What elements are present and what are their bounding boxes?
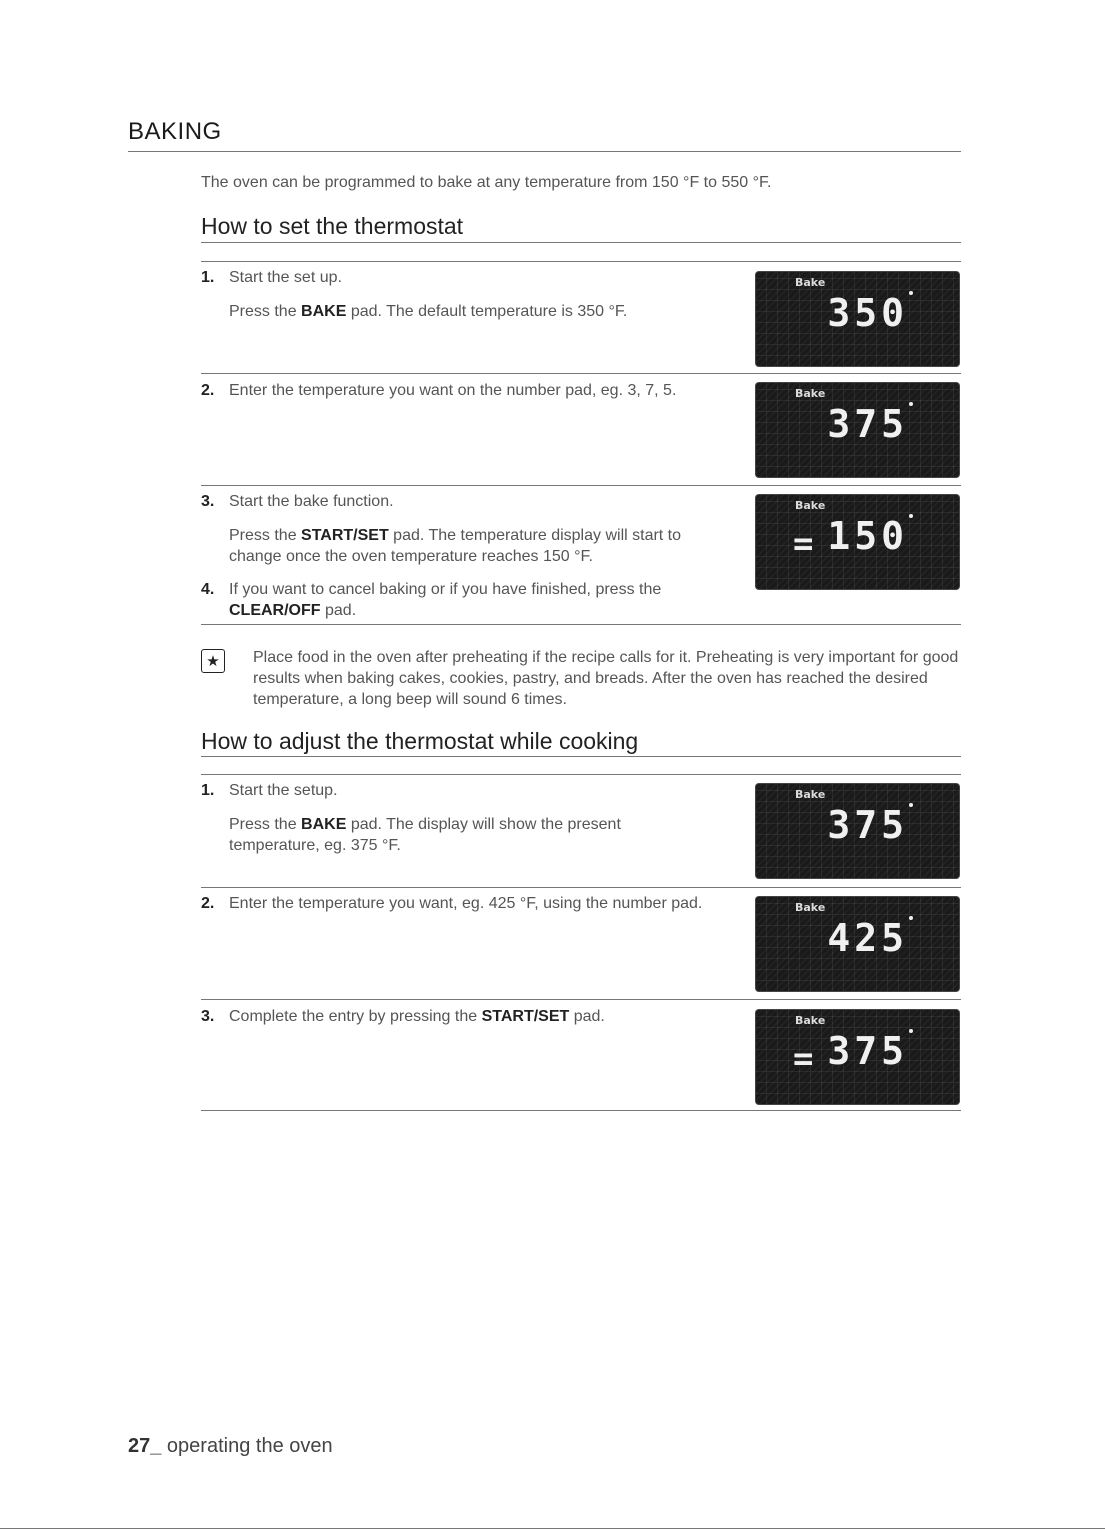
bake-label: Bake <box>795 499 826 512</box>
heading-divider <box>201 242 961 243</box>
step-subtext: Press the BAKE pad. The display will show the present temperature, eg. 375 °F. <box>229 816 621 854</box>
table-bottom-divider <box>201 624 961 625</box>
step-2 <box>201 893 731 914</box>
heading-adjust-thermostat: How to adjust the thermostat while cooking <box>201 728 639 754</box>
note <box>201 647 961 710</box>
step-number: 3. <box>201 1008 215 1025</box>
oven-display <box>755 494 960 590</box>
oven-display <box>755 1009 960 1105</box>
degree-dot <box>909 916 913 920</box>
bake-label: Bake <box>795 1014 826 1027</box>
bake-label: Bake <box>795 276 826 289</box>
footer-text: operating the oven <box>161 1435 333 1457</box>
step-4 <box>201 579 731 621</box>
step-text: Complete the entry by pressing the START/SET pad. <box>229 1008 605 1025</box>
step-text: Enter the temperature you want on the number pad, eg. 3, 7, 5. <box>229 382 677 399</box>
temperature-readout: 425 <box>827 916 908 960</box>
note-text: Place food in the oven after preheating if the recipe calls for it. Preheating is very important for good results when baking cakes, cookies, pastry, and breads. After the oven has reached the desired temperature, a long beep will sound 6 times. <box>253 649 959 708</box>
step-3 <box>201 1006 731 1027</box>
degree-dot <box>909 402 913 406</box>
step-3 <box>201 491 731 567</box>
degree-dot <box>909 514 913 518</box>
temperature-readout: 350 <box>827 291 908 335</box>
bake-label: Bake <box>795 901 826 914</box>
heading-set-thermostat: How to set the thermostat <box>201 213 464 239</box>
degree-dot <box>909 1029 913 1033</box>
table-divider <box>201 774 961 775</box>
row-divider <box>201 373 961 374</box>
step-number: 2. <box>201 895 215 912</box>
degree-dot <box>909 803 913 807</box>
row-divider <box>201 887 961 888</box>
bake-label: Bake <box>795 387 826 400</box>
step-text: Start the bake function. <box>229 493 394 510</box>
oven-display <box>755 783 960 879</box>
step-text: Start the setup. <box>229 782 338 799</box>
temperature-readout: 375 <box>827 803 908 847</box>
step-text: Enter the temperature you want, eg. 425 °F, using the number pad. <box>229 895 703 912</box>
step-number: 1. <box>201 782 215 799</box>
bottom-divider <box>0 1528 1105 1529</box>
preheat-indicator: = <box>793 1039 814 1079</box>
star-note-icon: ★ <box>201 649 225 673</box>
title-divider <box>128 151 961 152</box>
row-divider <box>201 999 961 1000</box>
step-subtext: Press the START/SET pad. The temperature display will start to change once the oven temperature reaches 150 °F. <box>229 527 682 565</box>
heading-divider <box>201 756 961 757</box>
degree-dot <box>909 291 913 295</box>
step-number: 2. <box>201 382 215 399</box>
step-2 <box>201 380 731 401</box>
oven-display <box>755 382 960 478</box>
oven-display <box>755 271 960 367</box>
step-number: 1. <box>201 269 215 286</box>
step-number: 3. <box>201 493 215 510</box>
temperature-readout: 375 <box>827 402 908 446</box>
page-footer <box>128 1435 333 1458</box>
step-subtext: Press the BAKE pad. The default temperature is 350 °F. <box>229 303 628 320</box>
step-text: If you want to cancel baking or if you have finished, press the CLEAR/OFF pad. <box>229 581 662 619</box>
temperature-readout: 150 <box>827 514 908 558</box>
oven-display <box>755 896 960 992</box>
step-number: 4. <box>201 581 215 598</box>
table-bottom-divider <box>201 1110 961 1111</box>
step-1 <box>201 780 731 856</box>
preheat-indicator: = <box>793 524 814 564</box>
row-divider <box>201 485 961 486</box>
step-text: Start the set up. <box>229 269 342 286</box>
step-1 <box>201 267 731 322</box>
intro-text: The oven can be programmed to bake at any temperature from 150 °F to 550 °F. <box>201 174 772 191</box>
section-title: BAKING <box>128 118 222 145</box>
table-divider <box>201 261 961 262</box>
bake-label: Bake <box>795 788 826 801</box>
temperature-readout: 375 <box>827 1029 908 1073</box>
page-number: 27_ <box>128 1435 162 1457</box>
